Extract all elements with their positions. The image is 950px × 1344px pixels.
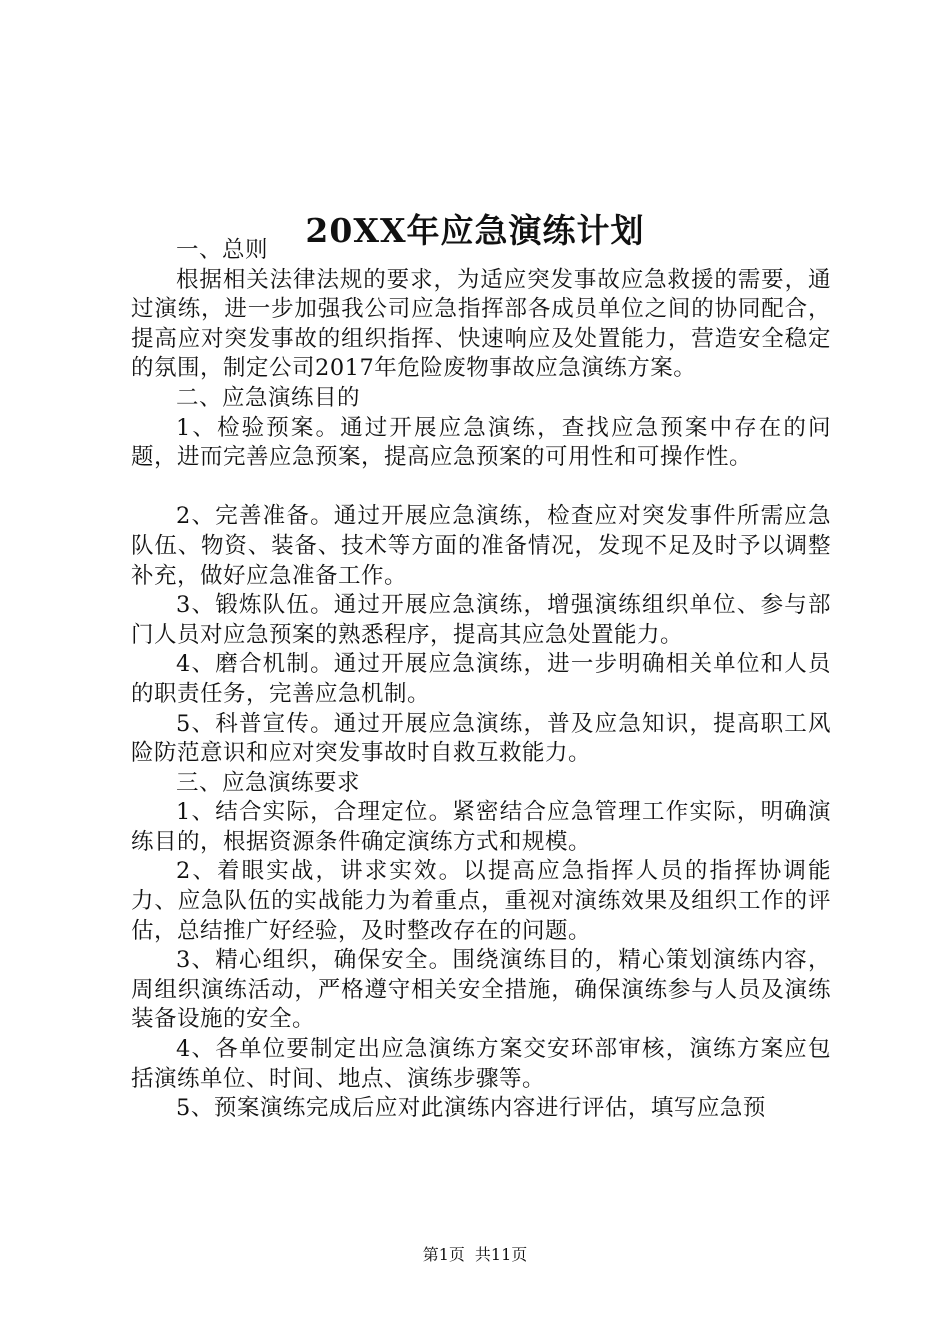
blank-line <box>131 473 831 503</box>
document-body <box>131 236 831 1124</box>
paragraph: 4、各单位要制定出应急演练方案交安环部审核，演练方案应包括演练单位、时间、地点、演练步骤等。 <box>131 1036 831 1092</box>
paragraph: 2、着眼实战，讲求实效。以提高应急指挥人员的指挥协调能力、应急队伍的实战能力为着重点，重视对演练效果及组织工作的评估，总结推广好经验，及时整改存在的问题。 <box>131 858 831 944</box>
paragraph: 1、检验预案。通过开展应急演练，查找应急预案中存在的问题，进而完善应急预案，提高应急预案的可用性和可操作性。 <box>131 414 831 471</box>
paragraph: 2、完善准备。通过开展应急演练，检查应对突发事件所需应急队伍、物资、装备、技术等方面的准备情况，发现不足及时予以调整补充，做好应急准备工作。 <box>131 503 831 589</box>
section-heading: 二、应急演练目的 <box>176 384 361 411</box>
paragraph: 3、精心组织，确保安全。围绕演练目的，精心策划演练内容，周组织演练活动，严格遵守相关安全措施，确保演练参与人员及演练装备设施的安全。 <box>131 947 831 1033</box>
paragraph: 5、预案演练完成后应对此演练内容进行评估，填写应急预 <box>176 1095 766 1122</box>
page-total: 共11页 <box>474 1245 528 1264</box>
paragraph: 4、磨合机制。通过开展应急演练，进一步明确相关单位和人员的职责任务，完善应急机制。 <box>131 651 831 707</box>
section-heading: 三、应急演练要求 <box>176 769 361 796</box>
document-title: 20XX年应急演练计划 <box>305 211 645 251</box>
page-number: 第1页 <box>422 1245 465 1264</box>
section-heading: 一、总则 <box>176 237 269 263</box>
paragraph: 1、结合实际，合理定位。紧密结合应急管理工作实际，明确演练目的，根据资源条件确定演练方式和规模。 <box>131 799 831 855</box>
page-footer <box>0 1244 950 1266</box>
paragraph: 3、锻炼队伍。通过开展应急演练，增强演练组织单位、参与部门人员对应急预案的熟悉程序，提高其应急处置能力。 <box>131 592 831 648</box>
paragraph: 根据相关法律法规的要求，为适应突发事故应急救援的需要，通过演练，进一步加强我公司应急指挥部各成员单位之间的协同配合，提高应对突发事故的组织指挥、快速响应及处置能力，营造安全稳定的氛围，制定公司2017年危险废物事故应急演练方案。 <box>131 266 831 382</box>
paragraph: 5、科普宣传。通过开展应急演练，普及应急知识，提高职工风险防范意识和应对突发事故时自救互救能力。 <box>131 710 831 767</box>
